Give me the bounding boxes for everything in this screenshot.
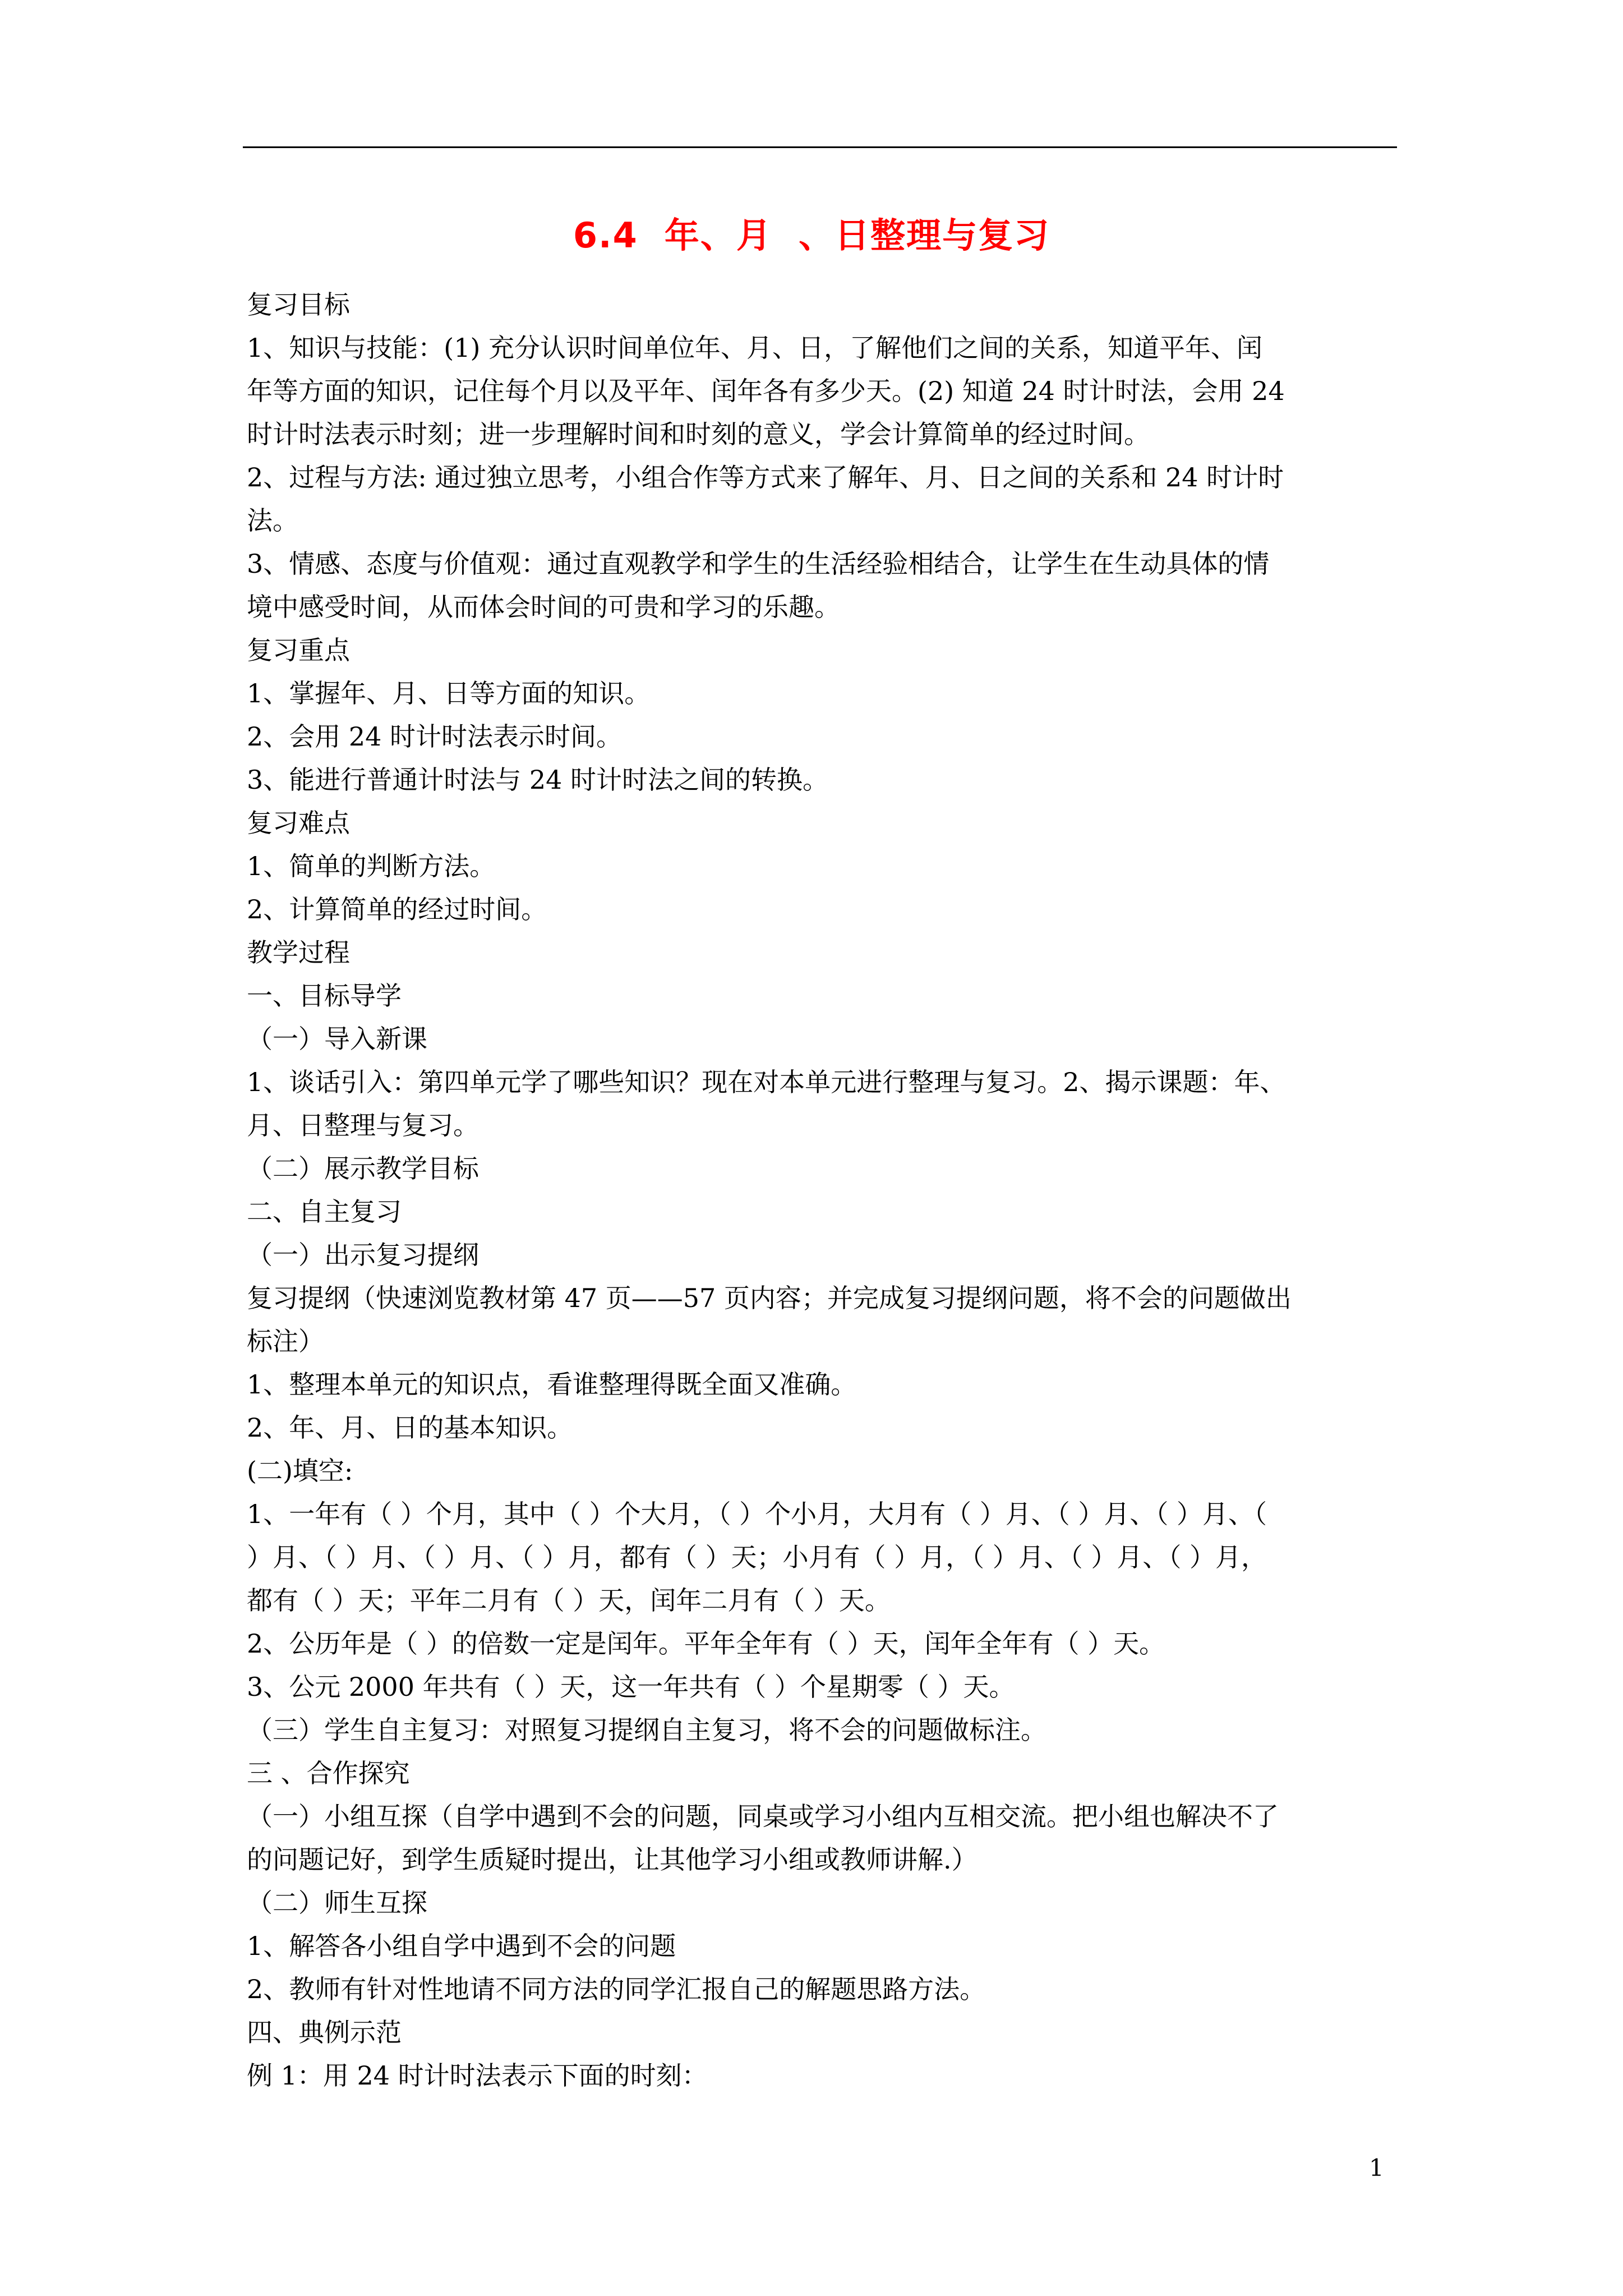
text-line: 2、教师有针对性地请不同方法的同学汇报自己的解题思路方法。: [247, 1974, 986, 2004]
text-line: （二）师生互探: [247, 1888, 427, 1918]
text-line: 1、一年有（ ）个月，其中（ ）个大月，（ ）个小月，大月有（ ）月、（ ）月、（ ）月、（: [247, 1499, 1267, 1529]
text-line: （三）学生自主复习：对照复习提纲自主复习，将不会的问题做标注。: [247, 1715, 1046, 1745]
text-line: 年等方面的知识，记住每个月以及平年、闰年各有多少天。(2) 知道 24 时计时法，会用 24: [247, 376, 1285, 406]
document-body: [247, 283, 1436, 2097]
text-line: （一）导入新课: [247, 1024, 427, 1054]
text-line: 都有（ ）天；平年二月有（ ）天，闰年二月有（ ）天。: [247, 1585, 891, 1616]
text-line: 月、日整理与复习。: [247, 1110, 479, 1140]
text-line: 标注）: [247, 1326, 324, 1356]
text-line: 3、情感、态度与价值观：通过直观教学和学生的生活经验相结合，让学生在生动具体的情: [247, 549, 1270, 579]
page-number: 1: [1369, 2154, 1384, 2182]
text-line: 教学过程: [247, 937, 350, 968]
text-line: （一）小组互探（自学中遇到不会的问题，同桌或学习小组内互相交流。把小组也解决不了: [247, 1801, 1279, 1832]
text-line: 时计时法表示时刻；进一步理解时间和时刻的意义，学会计算简单的经过时间。: [247, 419, 1150, 449]
text-line: 1、简单的判断方法。: [247, 851, 496, 881]
text-line: 3、公元 2000 年共有（ ）天，这一年共有（ ）个星期零（ ）天。: [247, 1672, 1015, 1702]
text-line: 三 、合作探究: [247, 1758, 410, 1788]
text-line: 1、解答各小组自学中遇到不会的问题: [247, 1931, 676, 1961]
text-line: 1、知识与技能：(1) 充分认识时间单位年、月、日，了解他们之间的关系，知道平年、闰: [247, 333, 1263, 363]
text-line: ）月、（ ）月、（ ）月、（ ）月，都有（ ）天；小月有（ ）月，（ ）月、（ ）月、（ ）月，: [247, 1542, 1267, 1572]
text-line: 1、掌握年、月、日等方面的知识。: [247, 678, 651, 708]
text-line: 的问题记好，到学生质疑时提出，让其他学习小组或教师讲解.）: [247, 1844, 978, 1875]
text-line: 1、谈话引入：第四单元学了哪些知识？现在对本单元进行整理与复习。2、揭示课题：年、: [247, 1067, 1286, 1097]
text-line: (二)填空:: [247, 1456, 353, 1486]
text-line: 2、计算简单的经过时间。: [247, 894, 547, 924]
text-line: 1、整理本单元的知识点，看谁整理得既全面又准确。: [247, 1369, 857, 1400]
text-line: 境中感受时间，从而体会时间的可贵和学习的乐趣。: [247, 592, 840, 622]
text-line: 复习重点: [247, 635, 350, 665]
text-line: 四、典例示范: [247, 2017, 402, 2047]
text-line: 2、年、月、日的基本知识。: [247, 1412, 573, 1443]
text-line: 3、能进行普通计时法与 24 时计时法之间的转换。: [247, 765, 829, 795]
text-line: 2、会用 24 时计时法表示时间。: [247, 721, 623, 752]
text-line: 复习提纲（快速浏览教材第 47 页——57 页内容；并完成复习提纲问题，将不会的问题做出: [247, 1283, 1292, 1313]
text-line: 一、目标导学: [247, 981, 402, 1011]
text-line: 复习目标: [247, 289, 350, 320]
text-line: 例 1：用 24 时计时法表示下面的时刻：: [247, 2060, 708, 2091]
text-line: （一）出示复习提纲: [247, 1240, 479, 1270]
text-line: （二）展示教学目标: [247, 1153, 479, 1184]
text-line: 2、公历年是（ ）的倍数一定是闰年。平年全年有（ ）天，闰年全年有（ ）天。: [247, 1628, 1165, 1659]
text-line: 复习难点: [247, 808, 350, 838]
header-rule: [243, 146, 1397, 148]
text-line: 2、过程与方法: 通过独立思考，小组合作等方式来了解年、月、日之间的关系和 24 时计时: [247, 462, 1284, 493]
document-title: 6.4 年、月 、日整理与复习: [573, 215, 1050, 256]
text-line: 二、自主复习: [247, 1197, 402, 1227]
text-line: 法。: [247, 505, 298, 536]
